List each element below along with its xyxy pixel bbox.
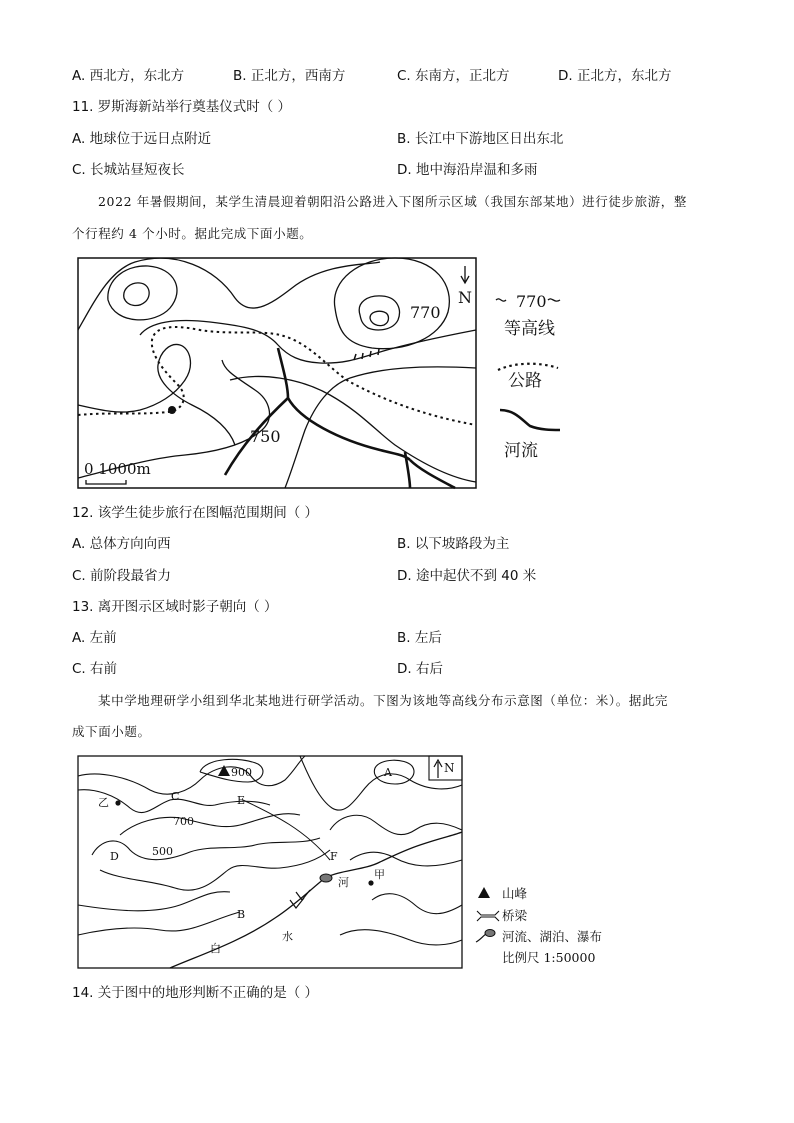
q10-option-d: D. 正北方，东北方 <box>558 68 672 84</box>
legend2-bridge-icon <box>477 911 499 921</box>
map1-label-770: 770 <box>410 303 441 322</box>
legend2-water-label: 河流、湖泊、瀑布 <box>502 929 603 944</box>
map2-point-jia <box>368 880 373 885</box>
map2-peak-label: 900 <box>231 766 252 779</box>
map2-river-char-shui: 水 <box>282 930 293 943</box>
map2-contour-lower-2 <box>78 892 230 911</box>
map2-label-d: D <box>110 850 119 863</box>
map2-label-c: C <box>171 790 180 803</box>
map2-label-500: 500 <box>152 845 173 858</box>
q11-option-c: C. 长城站昼短夜长 <box>72 162 185 178</box>
q10-option-b: B. 正北方，西南方 <box>233 68 346 84</box>
map2-contour-lower-3 <box>78 912 240 935</box>
map2-label-yi: 乙 <box>98 796 109 809</box>
q12-stem: 12. 该学生徒步旅行在图幅范围期间（ ） <box>72 505 319 521</box>
q13-stem: 13. 离开图示区域时影子朝向（ ） <box>72 599 278 615</box>
q11-option-b: B. 长江中下游地区日出东北 <box>397 131 564 147</box>
map2-contour-500 <box>92 838 320 860</box>
legend2-scale-label: 比例尺 1:50000 <box>502 950 596 965</box>
map2-north-label: N <box>444 761 455 775</box>
map2-contour-right-3 <box>350 852 462 866</box>
q13-option-c: C. 右前 <box>72 661 118 677</box>
q11-option-a: A. 地球位于远日点附近 <box>72 131 212 147</box>
map2-point-yi <box>115 800 120 805</box>
map2-label-f: F <box>330 850 338 863</box>
q13-option-a: A. 左前 <box>72 630 117 646</box>
legend1-river-label: 河流 <box>504 441 538 461</box>
q10-option-a: A. 西北方，东北方 <box>72 68 185 84</box>
legend1-contour-value: 770 <box>516 292 547 311</box>
map2-road-ef <box>243 800 330 860</box>
map2-contour-top-1 <box>78 756 305 794</box>
q10-option-c: C. 东南方，正北方 <box>397 68 510 84</box>
map2-lake-A <box>374 760 414 784</box>
map1-north-label: N <box>458 288 472 307</box>
legend1-contour-label: 等高线 <box>504 319 555 339</box>
map2-river-char-bai: 白 <box>210 942 221 955</box>
legend2-bridge-label: 桥梁 <box>502 908 528 923</box>
passage2-line2: 成下面小题。 <box>72 724 151 739</box>
legend2-peak-label: 山峰 <box>502 886 528 901</box>
q11-option-d: D. 地中海沿岸温和多雨 <box>397 162 538 178</box>
q12-option-a: A. 总体方向向西 <box>72 536 171 552</box>
map2-label-700: 700 <box>173 815 194 828</box>
map2-contour-right-5 <box>340 930 462 945</box>
map2-river-char-he: 河 <box>338 876 349 889</box>
q13-option-d: D. 右后 <box>397 661 443 677</box>
q12-option-d: D. 途中起伏不到 40 米 <box>397 568 537 584</box>
map2-contour-700 <box>120 814 300 835</box>
map2-label-jia: 甲 <box>374 868 385 881</box>
legend2-peak-icon <box>478 887 490 898</box>
map1-scale-label: 0 1000m <box>84 460 151 478</box>
passage2-line1: 某中学地理研学小组到华北某地进行研学活动。下图为该地等高线分布示意图（单位：米）。据此完 <box>98 693 669 708</box>
q11-stem: 11. 罗斯海新站举行奠基仪式时（ ） <box>72 99 292 115</box>
legend2-water-icon <box>476 934 486 942</box>
map2-contour-right-4 <box>372 894 462 914</box>
passage1-line1: 2022 年暑假期间，某学生清晨迎着朝阳沿公路进入下图所示区域（我国东部某地）进行徒步旅游，整 <box>98 194 687 209</box>
q14-stem: 14. 关于图中的地形判断不正确的是（ ） <box>72 985 319 1001</box>
legend1-road-label: 公路 <box>508 371 542 391</box>
map2-contour-right-2 <box>330 815 462 834</box>
map2-contour-lower-1 <box>100 850 330 890</box>
map2-waterfall-icon <box>320 874 332 882</box>
map2-label-e: E <box>237 794 246 807</box>
map2-label-a: A <box>384 766 392 779</box>
map2-label-b: B <box>237 908 246 921</box>
passage1-line2: 个行程约 4 个小时。据此完成下面小题。 <box>72 226 313 241</box>
q12-option-b: B. 以下坡路段为主 <box>397 536 510 552</box>
q13-option-b: B. 左后 <box>397 630 442 646</box>
map1-label-750: 750 <box>250 427 281 446</box>
q12-option-c: C. 前阶段最省力 <box>72 568 172 584</box>
